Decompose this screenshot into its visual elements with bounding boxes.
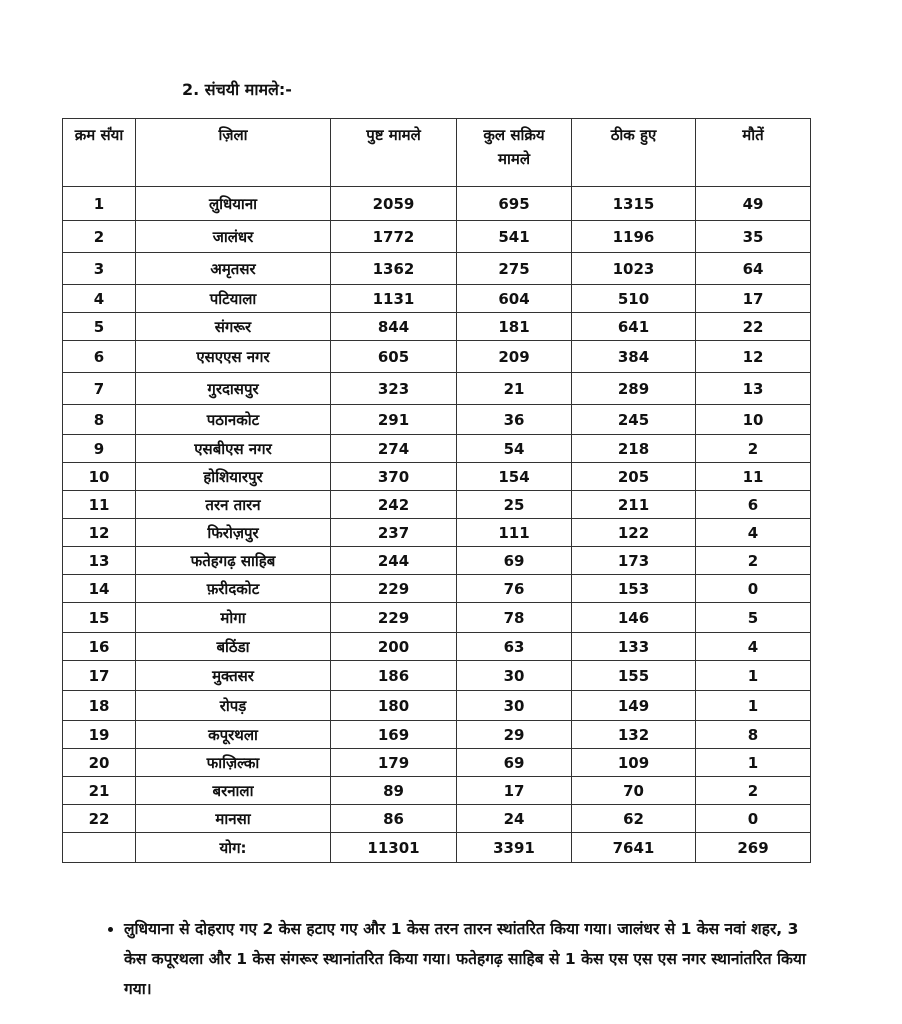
cell-active: 69 (457, 547, 572, 575)
cell-serial: 6 (63, 341, 136, 373)
cell-deaths: 8 (696, 721, 811, 749)
cell-confirmed: 605 (331, 341, 457, 373)
table-row (63, 187, 811, 221)
cell-serial: 14 (63, 575, 136, 603)
cell-serial: 17 (63, 661, 136, 691)
cell-deaths: 1 (696, 661, 811, 691)
cell-recovered: 205 (572, 463, 696, 491)
cell-deaths: 2 (696, 777, 811, 805)
cell-district: कपूरथला (136, 721, 331, 749)
cell-recovered: 132 (572, 721, 696, 749)
cell-district: मोगा (136, 603, 331, 633)
cell-district: रोपड़ (136, 691, 331, 721)
cell-confirmed: 1131 (331, 285, 457, 313)
cell-district: जालंधर (136, 221, 331, 253)
cell-confirmed: 229 (331, 575, 457, 603)
header-deaths: मौतें (696, 119, 811, 187)
table-row (63, 661, 811, 691)
cell-serial: 8 (63, 405, 136, 435)
table-row (63, 805, 811, 833)
cell-district: फाज़िल्का (136, 749, 331, 777)
table-row (63, 777, 811, 805)
table-header-row (63, 119, 811, 187)
total-cell-serial (63, 833, 136, 863)
cell-active: 54 (457, 435, 572, 463)
cell-serial: 19 (63, 721, 136, 749)
cell-district: एसएएस नगर (136, 341, 331, 373)
cell-active: 275 (457, 253, 572, 285)
cell-recovered: 510 (572, 285, 696, 313)
cell-active: 76 (457, 575, 572, 603)
cell-active: 63 (457, 633, 572, 661)
cell-recovered: 218 (572, 435, 696, 463)
table-total-row (63, 833, 811, 863)
cell-confirmed: 242 (331, 491, 457, 519)
table-row (63, 749, 811, 777)
cell-recovered: 1023 (572, 253, 696, 285)
cell-recovered: 70 (572, 777, 696, 805)
cell-serial: 1 (63, 187, 136, 221)
cell-district: तरन तारन (136, 491, 331, 519)
total-cell-confirmed: 11301 (331, 833, 457, 863)
cell-active: 25 (457, 491, 572, 519)
cell-confirmed: 1772 (331, 221, 457, 253)
cell-active: 24 (457, 805, 572, 833)
table-row (63, 547, 811, 575)
cell-district: लुधियाना (136, 187, 331, 221)
table-row (63, 691, 811, 721)
table-row (63, 491, 811, 519)
cell-active: 695 (457, 187, 572, 221)
cell-deaths: 0 (696, 805, 811, 833)
cell-active: 29 (457, 721, 572, 749)
cell-confirmed: 844 (331, 313, 457, 341)
cell-active: 30 (457, 661, 572, 691)
table-row (63, 603, 811, 633)
cell-serial: 21 (63, 777, 136, 805)
cell-recovered: 245 (572, 405, 696, 435)
cell-active: 541 (457, 221, 572, 253)
table-row (63, 253, 811, 285)
cell-deaths: 49 (696, 187, 811, 221)
cell-active: 181 (457, 313, 572, 341)
cell-confirmed: 186 (331, 661, 457, 691)
cell-district: मानसा (136, 805, 331, 833)
cell-serial: 20 (63, 749, 136, 777)
cell-recovered: 153 (572, 575, 696, 603)
cell-serial: 13 (63, 547, 136, 575)
table-row (63, 221, 811, 253)
cell-recovered: 1315 (572, 187, 696, 221)
cell-serial: 3 (63, 253, 136, 285)
cumulative-cases-table (62, 118, 811, 863)
footnote (96, 914, 811, 1004)
cell-district: संगरूर (136, 313, 331, 341)
cell-confirmed: 179 (331, 749, 457, 777)
cell-active: 30 (457, 691, 572, 721)
cell-active: 111 (457, 519, 572, 547)
cell-recovered: 62 (572, 805, 696, 833)
table-row (63, 519, 811, 547)
cell-district: फतेहगढ़ साहिब (136, 547, 331, 575)
cell-serial: 5 (63, 313, 136, 341)
cell-deaths: 4 (696, 633, 811, 661)
cell-recovered: 173 (572, 547, 696, 575)
header-serial-number: क्रम सं॑या (63, 119, 136, 187)
footnote-item: • लुधियाना से दोहराए गए 2 केस हटाए गए और 1 केस तरन तारन स्थांतरित किया गया। जालंधर से 1 केस नवां शहर, 3 केस कपूरथला और 1 केस संगरूर स्थानांतरित किया गया। फतेहगढ़ साहिब से 1 केस एस एस एस नगर स्थानांतरित किया गया। (124, 914, 811, 1004)
cell-deaths: 5 (696, 603, 811, 633)
cell-deaths: 17 (696, 285, 811, 313)
table-row (63, 435, 811, 463)
table-row (63, 721, 811, 749)
cell-recovered: 133 (572, 633, 696, 661)
header-active: कुल सक्रिय मामले (457, 119, 572, 187)
table-row (63, 405, 811, 435)
cell-serial: 10 (63, 463, 136, 491)
cell-recovered: 149 (572, 691, 696, 721)
cell-deaths: 13 (696, 373, 811, 405)
header-confirmed: पुष्ट मामले (331, 119, 457, 187)
cell-deaths: 1 (696, 749, 811, 777)
cell-deaths: 35 (696, 221, 811, 253)
section-heading: 2. संचयी मामले:- (182, 80, 292, 99)
cell-confirmed: 200 (331, 633, 457, 661)
cell-deaths: 2 (696, 435, 811, 463)
cell-recovered: 211 (572, 491, 696, 519)
cell-recovered: 146 (572, 603, 696, 633)
total-cell-recovered: 7641 (572, 833, 696, 863)
cell-serial: 7 (63, 373, 136, 405)
cell-confirmed: 1362 (331, 253, 457, 285)
cell-serial: 2 (63, 221, 136, 253)
cell-recovered: 155 (572, 661, 696, 691)
cell-active: 154 (457, 463, 572, 491)
cell-deaths: 2 (696, 547, 811, 575)
table-row (63, 285, 811, 313)
table-row (63, 463, 811, 491)
table-row (63, 313, 811, 341)
cell-confirmed: 323 (331, 373, 457, 405)
cell-district: मुक्तसर (136, 661, 331, 691)
cell-confirmed: 237 (331, 519, 457, 547)
table-row (63, 633, 811, 661)
cell-confirmed: 229 (331, 603, 457, 633)
cell-recovered: 641 (572, 313, 696, 341)
total-cell-active: 3391 (457, 833, 572, 863)
cell-deaths: 12 (696, 341, 811, 373)
table-row (63, 373, 811, 405)
cell-confirmed: 291 (331, 405, 457, 435)
cell-confirmed: 86 (331, 805, 457, 833)
cell-deaths: 11 (696, 463, 811, 491)
cell-deaths: 1 (696, 691, 811, 721)
cell-district: फ़रीदकोट (136, 575, 331, 603)
cell-active: 69 (457, 749, 572, 777)
total-cell-district: योग: (136, 833, 331, 863)
cell-confirmed: 274 (331, 435, 457, 463)
cell-serial: 11 (63, 491, 136, 519)
cell-active: 21 (457, 373, 572, 405)
cell-district: गुरदासपुर (136, 373, 331, 405)
cell-serial: 16 (63, 633, 136, 661)
cell-district: अमृतसर (136, 253, 331, 285)
cell-deaths: 22 (696, 313, 811, 341)
header-recovered: ठीक हुए (572, 119, 696, 187)
cell-confirmed: 2059 (331, 187, 457, 221)
cell-recovered: 109 (572, 749, 696, 777)
cell-district: पटियाला (136, 285, 331, 313)
cell-recovered: 384 (572, 341, 696, 373)
cell-district: बरनाला (136, 777, 331, 805)
cell-confirmed: 89 (331, 777, 457, 805)
cell-recovered: 289 (572, 373, 696, 405)
cell-active: 17 (457, 777, 572, 805)
total-cell-deaths: 269 (696, 833, 811, 863)
cell-deaths: 64 (696, 253, 811, 285)
cell-district: होशियारपुर (136, 463, 331, 491)
cell-confirmed: 244 (331, 547, 457, 575)
cell-serial: 22 (63, 805, 136, 833)
cell-serial: 9 (63, 435, 136, 463)
cell-active: 209 (457, 341, 572, 373)
cell-confirmed: 180 (331, 691, 457, 721)
cell-deaths: 10 (696, 405, 811, 435)
cell-serial: 4 (63, 285, 136, 313)
cell-active: 36 (457, 405, 572, 435)
cell-serial: 12 (63, 519, 136, 547)
cell-serial: 18 (63, 691, 136, 721)
table-row (63, 341, 811, 373)
cell-deaths: 6 (696, 491, 811, 519)
cell-district: एसबीएस नगर (136, 435, 331, 463)
cell-recovered: 122 (572, 519, 696, 547)
cell-district: बठिंडा (136, 633, 331, 661)
cell-district: पठानकोट (136, 405, 331, 435)
header-district: ज़िला (136, 119, 331, 187)
cell-serial: 15 (63, 603, 136, 633)
cell-deaths: 0 (696, 575, 811, 603)
cell-confirmed: 370 (331, 463, 457, 491)
cell-confirmed: 169 (331, 721, 457, 749)
table-row (63, 575, 811, 603)
cell-active: 78 (457, 603, 572, 633)
cell-deaths: 4 (696, 519, 811, 547)
cell-recovered: 1196 (572, 221, 696, 253)
cell-district: फिरोज़पुर (136, 519, 331, 547)
cell-active: 604 (457, 285, 572, 313)
